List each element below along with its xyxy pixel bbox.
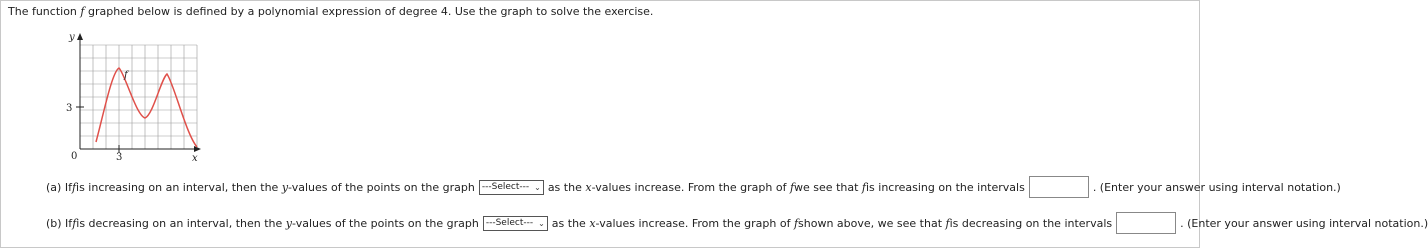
- part-b-y-var: y: [285, 216, 293, 230]
- part-b-text-1: (b) If: [46, 216, 73, 230]
- part-b-text-2: is decreasing on an interval, then the: [76, 216, 283, 230]
- y-tick-label: 3: [66, 103, 73, 114]
- part-b-text-6: shown above, we see that: [798, 216, 943, 230]
- part-a-answer-input[interactable]: [1029, 176, 1089, 198]
- chevron-down-icon: ⌄: [534, 182, 541, 192]
- part-b-x-var: x: [589, 216, 596, 230]
- part-b-row: [46, 212, 1428, 234]
- part-a-hint: . (Enter your answer using interval notation.): [1092, 180, 1341, 194]
- part-b-text-4: as the: [551, 216, 586, 230]
- curve-label: f: [124, 70, 128, 81]
- part-b-fname-2: f: [793, 216, 799, 230]
- intro-text: [8, 5, 653, 18]
- polynomial-curve: [96, 68, 197, 147]
- part-a-text-3: -values of the points on the graph: [288, 180, 475, 194]
- intro-part1: The function: [8, 5, 81, 18]
- part-a-text-4: as the: [547, 180, 582, 194]
- part-a-fname-1: f: [71, 180, 77, 194]
- part-a-text-1: (a) If: [46, 180, 72, 194]
- x-axis-arrow-icon: [194, 146, 201, 152]
- part-b-hint: . (Enter your answer using interval notation.): [1180, 216, 1428, 230]
- part-a-text-7: is increasing on the intervals: [866, 180, 1025, 194]
- intro-part2: graphed below is defined by a polynomial expression of degree 4. Use the graph to solve the exercise.: [84, 5, 654, 18]
- part-a-row: [46, 176, 1341, 198]
- part-a-select[interactable]: [479, 180, 544, 195]
- part-a-select-value: ---Select---: [481, 182, 530, 192]
- part-b-text-7: is decreasing on the intervals: [949, 216, 1113, 230]
- part-b-answer-input[interactable]: [1116, 212, 1176, 234]
- part-a-text-5: -values increase. From the graph of: [591, 180, 787, 194]
- part-b-fname-3: f: [945, 216, 950, 230]
- x-tick-label: 3: [116, 152, 123, 163]
- part-b-select-value: ---Select---: [485, 218, 534, 228]
- x-axis-label: x: [192, 153, 198, 164]
- part-a-fname-2: f: [789, 180, 795, 194]
- part-a-y-var: y: [281, 180, 289, 194]
- part-a-text-6: we see that: [794, 180, 859, 194]
- y-axis-label: y: [69, 32, 75, 43]
- y-axis-arrow-icon: [77, 33, 83, 40]
- part-b-select[interactable]: [483, 216, 548, 231]
- part-a-x-var: x: [585, 180, 592, 194]
- chevron-down-icon: ⌄: [538, 218, 545, 228]
- part-a-fname-3: f: [861, 180, 866, 194]
- part-b-text-3: -values of the points on the graph: [292, 216, 479, 230]
- part-a-text-2: is increasing on an interval, then the: [76, 180, 279, 194]
- origin-label: 0: [71, 151, 78, 162]
- part-b-fname-1: f: [72, 216, 77, 230]
- polynomial-graph: [52, 30, 202, 162]
- part-b-text-5: -values increase. From the graph of: [595, 216, 791, 230]
- intro-function-name: f: [80, 5, 85, 18]
